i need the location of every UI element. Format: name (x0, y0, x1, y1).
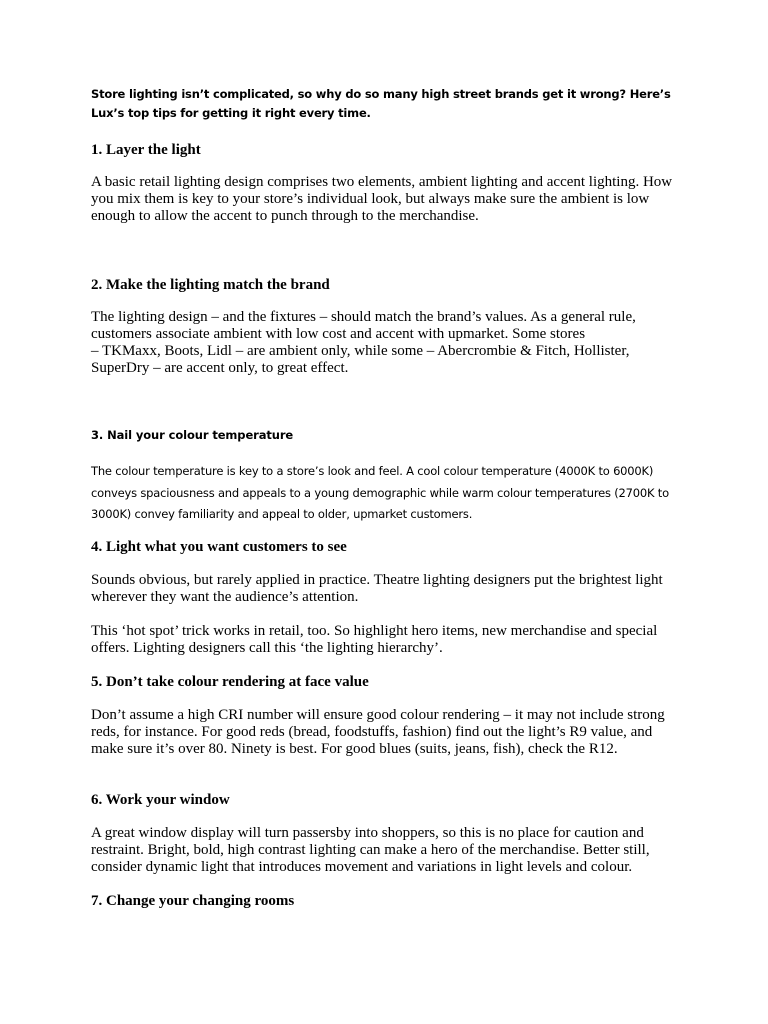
section-5-paragraph-1: Don’t assume a high CRI number will ensure good colour rendering – it may not include strong reds, for instance. For good reds (bread, foodstuffs, fashion) find out the light’s R9 value, and make sure it’s over 80. Ninety is best. For good blues (suits, jeans, fish), check the R12. (91, 707, 665, 757)
section-5-heading: 5. Don’t take colour rendering at face value (91, 674, 369, 690)
section-2-paragraph-2: – TKMaxx, Boots, Lidl – are ambient only, while some – Abercrombie & Fitch, Hollister, SuperDry – are accent only, to great effect. (91, 343, 630, 376)
section-6-paragraph-1: A great window display will turn passersby into shoppers, so this is no place for caution and restraint. Bright, bold, high contrast lighting can make a hero of the merchandise. Better still, consider dynamic light that introduces movement and variations in light levels and colour. (91, 825, 650, 875)
section-7-heading: 7. Change your changing rooms (91, 893, 295, 909)
section-2-paragraph-1: The lighting design – and the fixtures – should match the brand’s values. As a general rule, customers associate ambient with low cost and accent with upmarket. Some stores (91, 309, 636, 342)
section-3-paragraph-1: The colour temperature is key to a store’s look and feel. A cool colour temperature (4000K to 6000K) conveys spaciousness and appeals to a young demographic while warm colour temperatures (2700K to 3000K) convey familiarity and appeal to older, upmarket customers. (91, 464, 669, 521)
section-3-heading: 3. Nail your colour temperature (91, 428, 294, 442)
section-4-paragraph-1: Sounds obvious, but rarely applied in practice. Theatre lighting designers put the brightest light wherever they want the audience’s attention. (91, 572, 663, 605)
section-6-heading: 6. Work your window (91, 792, 230, 808)
section-4-heading: 4. Light what you want customers to see (91, 539, 347, 555)
section-2-heading: 2. Make the lighting match the brand (91, 277, 330, 293)
section-1-paragraph-1: A basic retail lighting design comprises two elements, ambient lighting and accent lighting. How you mix them is key to your store’s individual look, but always make sure the ambient is low enough to allow the accent to punch through to the merchandise. (91, 174, 673, 224)
intro-paragraph: Store lighting isn’t complicated, so why do so many high street brands get it wrong? Here’s Lux’s top tips for getting it right every time. (91, 87, 671, 120)
section-1-heading: 1. Layer the light (91, 142, 201, 158)
section-4-paragraph-2: This ‘hot spot’ trick works in retail, too. So highlight hero items, new merchandise and special offers. Lighting designers call this ‘the lighting hierarchy’. (91, 623, 658, 656)
